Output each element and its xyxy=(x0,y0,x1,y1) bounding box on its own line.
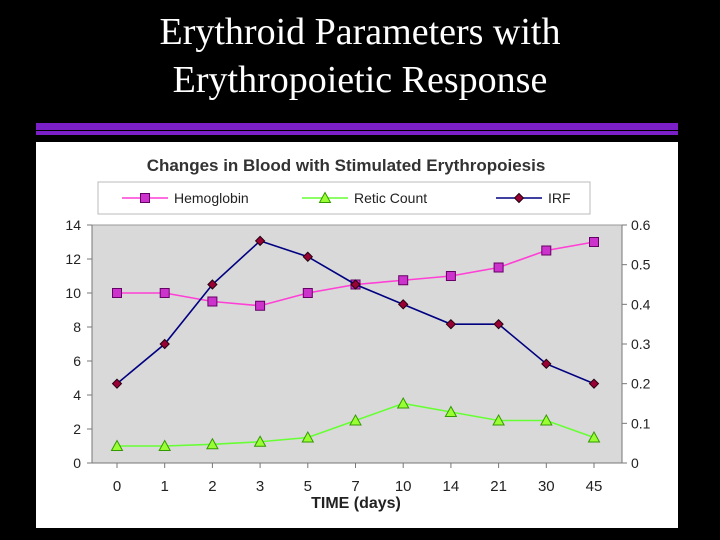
y-right-tick-label: 0.2 xyxy=(631,375,651,392)
legend-label-irf: IRF xyxy=(548,190,571,206)
chart-panel xyxy=(36,142,678,528)
data-point-hemoglobin xyxy=(256,301,265,310)
data-point-hemoglobin xyxy=(494,263,503,272)
y-left-tick-label: 4 xyxy=(73,387,81,403)
x-tick-label: 2 xyxy=(208,478,217,495)
y-left-tick-label: 12 xyxy=(65,251,81,267)
title-divider-top xyxy=(36,123,678,130)
y-left-tick-label: 10 xyxy=(65,285,81,301)
x-axis-ticks xyxy=(113,463,603,495)
title-divider-bottom xyxy=(36,131,678,135)
slide-title xyxy=(0,8,720,104)
data-point-hemoglobin xyxy=(303,289,312,298)
legend-label-hemoglobin: Hemoglobin xyxy=(174,190,249,206)
x-tick-label: 45 xyxy=(585,478,603,495)
y-right-tick-label: 0.3 xyxy=(631,336,651,352)
x-tick-label: 5 xyxy=(303,478,312,495)
x-tick-label: 30 xyxy=(537,478,555,495)
y-right-tick-label: 0 xyxy=(631,455,639,471)
data-point-hemoglobin xyxy=(160,289,169,298)
data-point-hemoglobin xyxy=(399,276,408,285)
y-left-tick-label: 0 xyxy=(73,455,81,471)
y-axis-left-ticks xyxy=(65,217,92,471)
x-tick-label: 1 xyxy=(160,478,169,495)
chart-title: Changes in Blood with Stimulated Erythropoiesis xyxy=(146,156,546,175)
data-point-hemoglobin xyxy=(446,272,455,281)
chart xyxy=(36,142,678,528)
y-left-tick-label: 2 xyxy=(73,421,81,437)
plot-area xyxy=(92,225,622,463)
y-right-tick-label: 0.1 xyxy=(631,415,651,432)
y-right-tick-label: 0.6 xyxy=(631,217,651,233)
data-point-hemoglobin xyxy=(542,246,551,255)
y-left-tick-label: 6 xyxy=(73,353,81,369)
x-tick-label: 0 xyxy=(112,478,122,495)
x-tick-label: 10 xyxy=(394,478,412,495)
slide-title-line-1: Erythroid Parameters with xyxy=(159,11,561,53)
data-point-hemoglobin xyxy=(113,289,122,298)
x-tick-label: 21 xyxy=(490,478,507,495)
y-right-tick-label: 0.5 xyxy=(631,256,651,273)
x-tick-label: 14 xyxy=(442,478,460,495)
x-axis-title: TIME (days) xyxy=(311,495,401,512)
y-axis-right-ticks xyxy=(622,217,651,471)
legend-label-retic-count: Retic Count xyxy=(354,190,428,206)
data-point-hemoglobin xyxy=(590,238,599,247)
data-point-hemoglobin xyxy=(208,297,217,306)
x-tick-label: 3 xyxy=(255,478,265,495)
slide-title-line-2: Erythropoietic Response xyxy=(172,59,548,101)
legend-marker-hemoglobin xyxy=(141,194,150,203)
y-left-tick-label: 14 xyxy=(65,217,81,233)
y-right-tick-label: 0.4 xyxy=(631,296,651,313)
y-left-tick-label: 8 xyxy=(73,319,81,335)
x-tick-label: 7 xyxy=(351,478,360,495)
